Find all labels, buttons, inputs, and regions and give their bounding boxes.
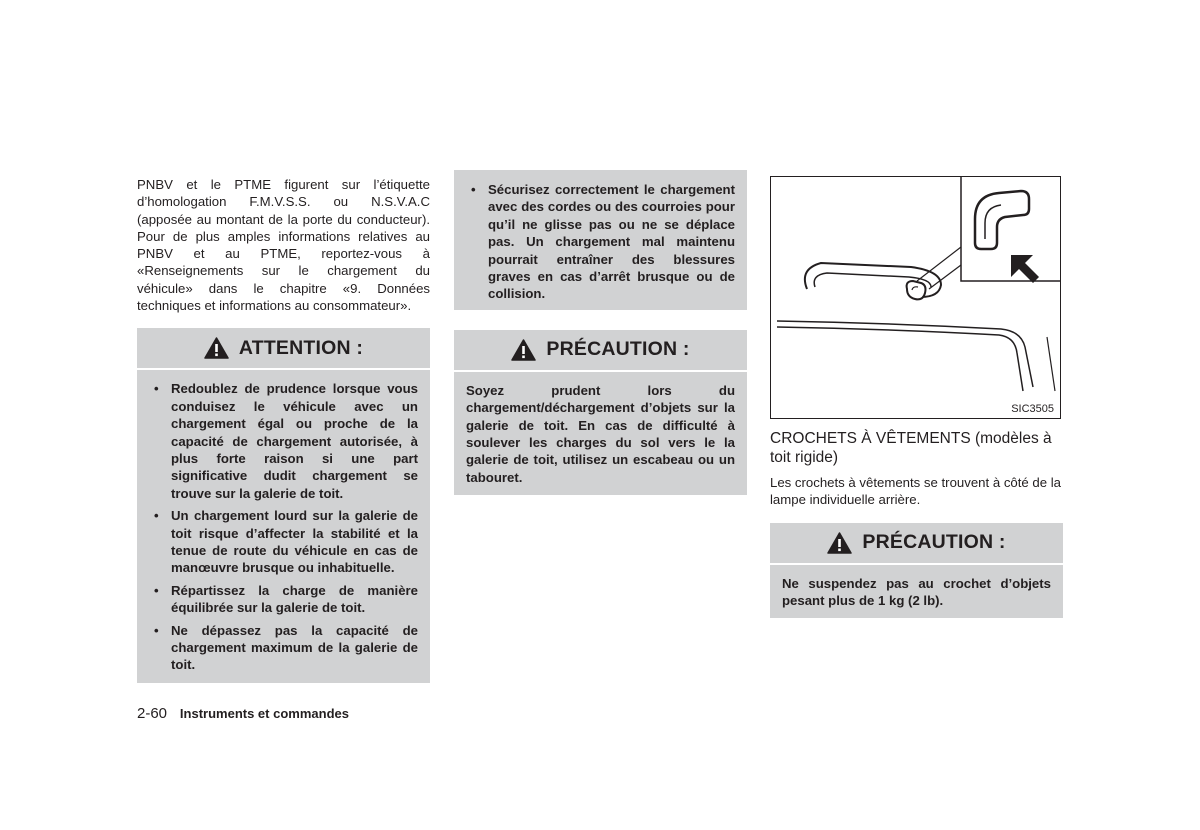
precaution-title-2: PRÉCAUTION : xyxy=(862,531,1006,554)
attention-continued-list xyxy=(466,181,735,303)
arrow-pointer-icon xyxy=(1011,255,1039,283)
attention-title: ATTENTION : xyxy=(238,336,364,359)
attention-header xyxy=(137,328,430,368)
column-right xyxy=(770,176,1063,618)
page-number: 2-60 xyxy=(137,705,168,722)
precaution-text: Soyez prudent lors du chargement/déchargement d’objets sur la galerie de toit. En cas de difficulté à soulever les charges du sol vers le la galerie de toit, utilisez un escabeau ou un tabouret. xyxy=(466,382,735,485)
attention-continued-body xyxy=(454,170,747,310)
list-item: • Un chargement lourd sur la galerie de toit risque d’affecter la stabilité et la tenue de route du véhicule en cas de manœuvre brusque ou inhabituelle. xyxy=(149,507,418,577)
list-item: • Ne dépassez pas la capacité de chargement maximum de la galerie de toit. xyxy=(149,622,418,674)
attention-body xyxy=(137,370,430,683)
precaution-header xyxy=(454,330,747,370)
page-footer xyxy=(137,705,349,722)
gvwr-paragraph: PNBV et le PTME figurent sur l’étiquette d’homologation F.M.V.S.S. ou N.S.V.A.C (apposée au montant de la porte du conducteur). Pour de plus amples informations relatives au PNBV et au PTME, reportez-vous à «Renseignements sur le chargement du véhicule» dans le chapitre «9. Données techniques et informations au consommateur». xyxy=(137,177,430,314)
footer-section: Instruments et commandes xyxy=(179,706,349,721)
precaution-text-2: Ne suspendez pas au crochet d’objets pesant plus de 1 kg (2 lb). xyxy=(782,575,1051,608)
warning-triangle-icon xyxy=(827,532,852,554)
section-text: Les crochets à vêtements se trouvent à côté de la lampe individuelle arrière. xyxy=(770,475,1062,508)
precaution-header-2 xyxy=(770,523,1063,563)
list-item: • Sécurisez correctement le chargement avec des cordes ou des courroies pour qu’il ne glisse pas ou ne se déplace pas. Un chargement mal maintenu pourrait entraîner des blessures graves en cas d’arrêt brusque ou de collision. xyxy=(466,181,735,303)
warning-triangle-icon xyxy=(204,337,229,359)
list-item: • Répartissez la charge de manière équilibrée sur la galerie de toit. xyxy=(149,582,418,617)
list-item: • Redoublez de prudence lorsque vous conduisez le véhicule avec un chargement égal ou proche de la capacité de chargement autorisée, à plus forte raison si une part significative dudit chargement se trouve sur la galerie de toit. xyxy=(149,380,418,502)
column-middle xyxy=(454,170,747,495)
warning-triangle-icon xyxy=(511,339,536,361)
attention-list xyxy=(149,380,418,674)
precaution-body-2 xyxy=(770,565,1063,619)
coat-hook-illustration xyxy=(770,176,1061,419)
section-title: CROCHETS À VÊTEMENTS (modèles à toit rigide) xyxy=(770,430,1052,466)
precaution-body xyxy=(454,372,747,495)
precaution-title: PRÉCAUTION : xyxy=(546,338,690,361)
figure-code: SIC3505 xyxy=(1011,403,1054,415)
column-left xyxy=(137,176,430,683)
coat-hook-drawing xyxy=(771,177,1060,418)
